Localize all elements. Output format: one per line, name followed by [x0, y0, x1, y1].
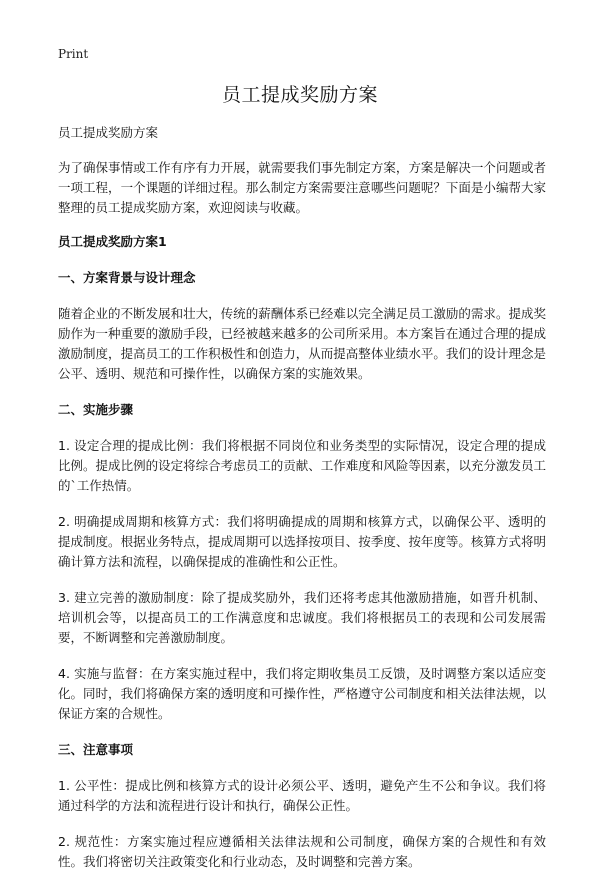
section-1-paragraph: 随着企业的不断发展和壮大，传统的薪酬体系已经难以完全满足员工激励的需求。提成奖励作为一种重要的激励手段，已经被越来越多的公司所采用。本方案旨在通过合理的提成激励制度，提高员工的工作积极性和创造力，从而提高整体业绩水平。我们的设计理念是公平、透明、规范和可操作性，以确保方案的实施效果。 [58, 306, 546, 381]
document-subtitle: 员工提成奖励方案 [58, 125, 159, 140]
section-2-item-2: 2. 明确提成周期和核算方式：我们将明确提成的周期和核算方式，以确保公平、透明的提成制度。根据业务特点，提成周期可以选择按项目、按季度、按年度等。核算方式将明确计算方法和流程，以确保提成的准确性和公正性。 [58, 514, 546, 569]
intro-paragraph: 为了确保事情或工作有序有力开展，就需要我们事先制定方案，方案是解决一个问题或者一项工程，一个课题的详细过程。那么制定方案需要注意哪些问题呢？下面是小编帮大家整理的员工提成奖励方案，欢迎阅读与收藏。 [58, 160, 546, 215]
section-2-item-3: 3. 建立完善的激励制度：除了提成奖励外，我们还将考虑其他激励措施，如晋升机制、培训机会等，以提高员工的工作满意度和忠诚度。我们将根据员工的表现和公司发展需要，不断调整和完善激励制度。 [58, 590, 546, 645]
section-3-item-1: 1. 公平性：提成比例和核算方式的设计必须公平、透明，避免产生不公和争议。我们将通过科学的方法和流程进行设计和执行，确保公正性。 [58, 778, 546, 813]
page-title: 员工提成奖励方案 [221, 84, 378, 106]
section-2-heading: 二、实施步骤 [58, 402, 134, 417]
plan-heading: 员工提成奖励方案1 [58, 234, 167, 249]
section-3-item-2: 2. 规范性：方案实施过程应遵循相关法律法规和公司制度，确保方案的合规性和有效性。我们将密切关注政策变化和行业动态，及时调整和完善方案。 [58, 834, 546, 869]
section-3-heading: 三、注意事项 [58, 742, 134, 757]
document-body [58, 123, 546, 888]
section-2-item-1: 1. 设定合理的提成比例：我们将根据不同岗位和业务类型的实际情况，设定合理的提成比例。提成比例的设定将综合考虑员工的贡献、工作难度和风险等因素，以充分激发员工的`工作热情。 [58, 438, 546, 493]
print-link[interactable]: Print [58, 47, 89, 61]
section-1-heading: 一、方案背景与设计理念 [58, 270, 196, 285]
section-2-item-4: 4. 实施与监督：在方案实施过程中，我们将定期收集员工反馈，及时调整方案以适应变化。同时，我们将确保方案的透明度和可操作性，严格遵守公司制度和相关法律法规，以保证方案的合规性。 [58, 666, 546, 721]
